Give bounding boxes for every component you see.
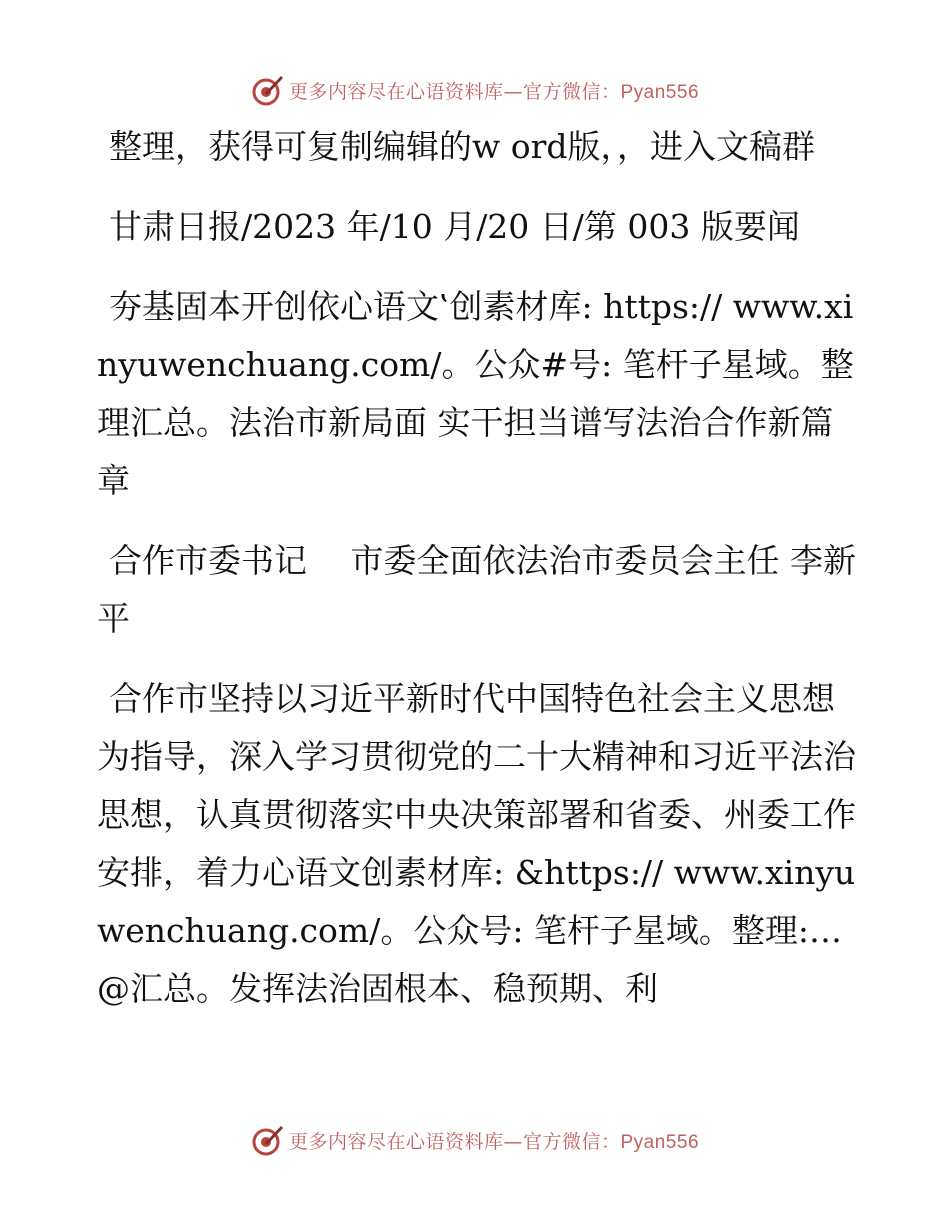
document-body [97, 118, 857, 1040]
footer-banner [0, 1120, 950, 1160]
intro-paragraph: 整理，获得可复制编辑的w ord版，，进入文稿群 [109, 127, 816, 166]
body-paragraph: 合作市坚持以习近平新时代中国特色社会主义思想为指导，深入学习贯彻党的二十大精神和习近平法治思想，认真贯彻落实中央决策部署和省委、州委工作安排，着力心语文创素材库: &https:// www.xinyuwenchuang.com/。公众号: 笔杆子星域。整理:…@汇总。发挥法治固根本、稳预期、利 [97, 679, 856, 1008]
brush-logo-icon [251, 73, 285, 107]
wechat-id: Pyan556 [620, 1131, 700, 1153]
banner-text: 更多内容尽在心语资料库—官方微信：Pyan556 [288, 80, 700, 103]
header-banner [0, 70, 950, 110]
banner-text: 更多内容尽在心语资料库—官方微信：Pyan556 [288, 1130, 700, 1153]
source-line: 甘肃日报/2023 年/10 月/20 日/第 003 版要闻 [109, 207, 800, 246]
author-line: 合作市委书记 市委全面依法治市委员会主任 李新平 [97, 541, 856, 638]
wechat-id: Pyan556 [620, 81, 700, 103]
headline-paragraph: 夯基固本开创依心语文‛创素材库: https:// www.xinyuwenchuang.com/。公众#号: 笔杆子星域。整理汇总。法治市新局面 实干担当谱写法治合作新篇章 [97, 287, 854, 500]
brush-logo-icon [251, 1123, 285, 1157]
